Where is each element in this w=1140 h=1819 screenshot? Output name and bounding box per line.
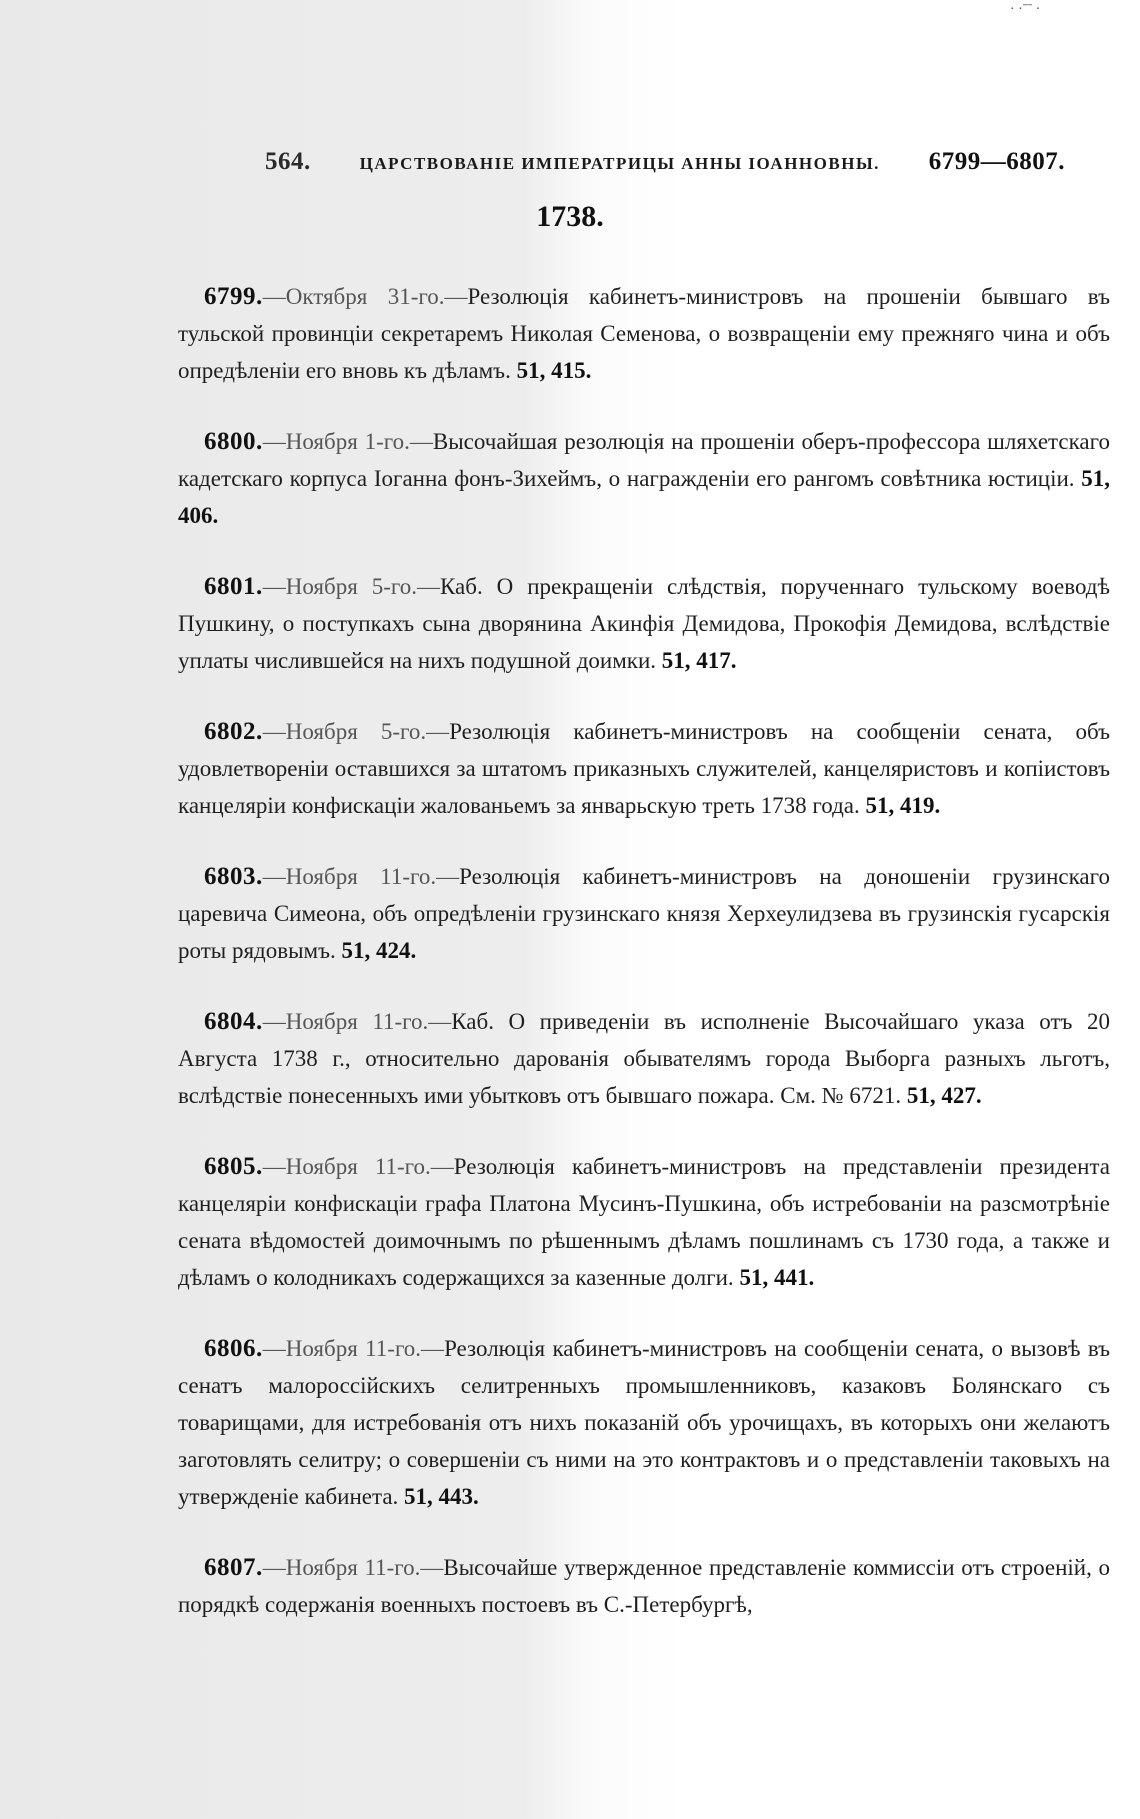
entry-number-range: 6799—6807. [928,148,1065,175]
entry-6805 [178,1148,1110,1296]
page-number: 564. [265,148,311,175]
entry-6801 [178,568,1110,679]
entry-text: Резолюція кабинетъ-министровъ на представленіи президента канцеляріи конфискаціи графа Платона Мусинъ-Пушкина, объ истребованіи на разсмотрѣніе сената вѣдомостей доимочнымъ по рѣшеннымъ дѣламъ пошлинамъ съ 1730 года, а также и дѣламъ о колодникахъ содержащихся за казенные долги. [178,1154,1110,1290]
entry-date: —Ноября 11-го.— [262,1336,445,1361]
entry-6806 [178,1330,1110,1515]
entry-date: —Октября 31-го.— [262,284,468,309]
entry-text: Каб. О прекращеніи слѣдствія, порученнаго тульскому воеводѣ Пушкину, о поступкахъ сына дворянина Акинфія Демидова, Прокофія Демидова, вслѣдствіе уплаты числившейся на нихъ подушной доимки. [178,574,1110,673]
entry-number: 6804. [204,1008,263,1035]
entry-number: 6806. [204,1335,263,1362]
entry-reference: 51, 443. [404,1484,479,1509]
entry-number: 6801. [204,573,263,600]
entry-6803 [178,858,1110,969]
entry-reference: 51, 441. [739,1265,815,1290]
entry-reference: 51, 419. [865,793,941,818]
entry-date: —Ноября 11-го.— [262,864,460,889]
entry-6804 [178,1003,1110,1114]
entry-number: 6800. [204,428,263,455]
entry-text: Резолюція кабинетъ-министровъ на сообщеніи сената, объ удовлетвореніи оставшихся за штатомъ приказныхъ служителей, канцеляристовъ и копіистовъ канцеляріи конфискаціи жалованьемъ за январьскую треть 1738 года. [178,719,1111,818]
entry-reference: 51, 417. [661,648,737,673]
entry-text: Каб. О приведеніи въ исполненіе Высочайшаго указа отъ 20 Августа 1738 г., относительно дарованія обывателямъ города Выборга разныхъ льготъ, вслѣдствіе понесенныхъ ими убытковъ отъ бывшаго пожара. См. № 6721. [178,1009,1111,1108]
entry-date: —Ноября 5-го.— [262,719,450,744]
entry-number: 6807. [204,1554,263,1581]
entry-6802 [178,713,1110,824]
entry-text: Резолюція кабинетъ-министровъ на сообщеніи сената, о вызовѣ въ сенатъ малороссійскихъ селитренныхъ промышленниковъ, казаковъ Болянскаго съ товарищами, для истребованія отъ нихъ показаній объ урочищахъ, въ которыхъ они желаютъ заготовлять селитру; о совершеніи съ ними на это контрактовъ и о представленіи таковыхъ на утвержденіе кабинета. [178,1336,1110,1509]
entry-number: 6803. [204,863,263,890]
entry-text: Резолюція кабинетъ-министровъ на прошеніи бывшаго въ тульской провинціи секретаремъ Николая Семенова, о возвращеніи ему прежняго чина и объ опредѣленіи его вновь къ дѣламъ. [178,284,1110,383]
year-heading: 1738. [536,200,604,233]
entry-reference: 51, 406. [178,466,1111,528]
entry-date: —Ноября 1-го.— [262,429,433,454]
entry-list [178,255,1110,1623]
entry-6807 [178,1549,1110,1623]
entry-date: —Ноября 5-го.— [262,574,441,599]
running-head [265,148,1065,176]
entry-reference: 51, 415. [516,358,592,383]
entry-date: —Ноября 11-го.— [262,1555,444,1580]
entry-date: —Ноября 11-го.— [262,1009,452,1034]
running-title: ЦАРСТВОВАНІЕ ИМПЕРАТРИЦЫ АННЫ ІОАННОВНЫ. [359,154,880,173]
entry-text: Высочайшая резолюція на прошеніи оберъ-профессора шляхетскаго кадетскаго корпуса Іоганна фонъ-Зихеймъ, о награжденіи его рангомъ совѣтника юстиціи. [178,429,1110,491]
entry-reference: 51, 427. [906,1083,982,1108]
scan-artifact-mark: · ·ˉˉ · [1010,2,1041,17]
entry-number: 6805. [204,1153,263,1180]
entry-text: Резолюція кабинетъ-министровъ на доношеніи грузинскаго царевича Симеона, объ опредѣленіи грузинскаго князя Херхеулидзева въ грузинскія гусарскія роты рядовымъ. [178,864,1110,963]
entry-text: Высочайше утвержденное представленіе коммиссіи отъ строеній, о порядкѣ содержанія военныхъ постоевъ въ С.-Петербургѣ, [178,1555,1111,1617]
entry-reference: 51, 424. [341,938,417,963]
entry-6800 [178,423,1110,534]
entry-6799 [178,278,1110,389]
entry-date: —Ноября 11-го.— [262,1154,454,1179]
entry-number: 6802. [204,718,263,745]
entry-number: 6799. [204,283,263,310]
